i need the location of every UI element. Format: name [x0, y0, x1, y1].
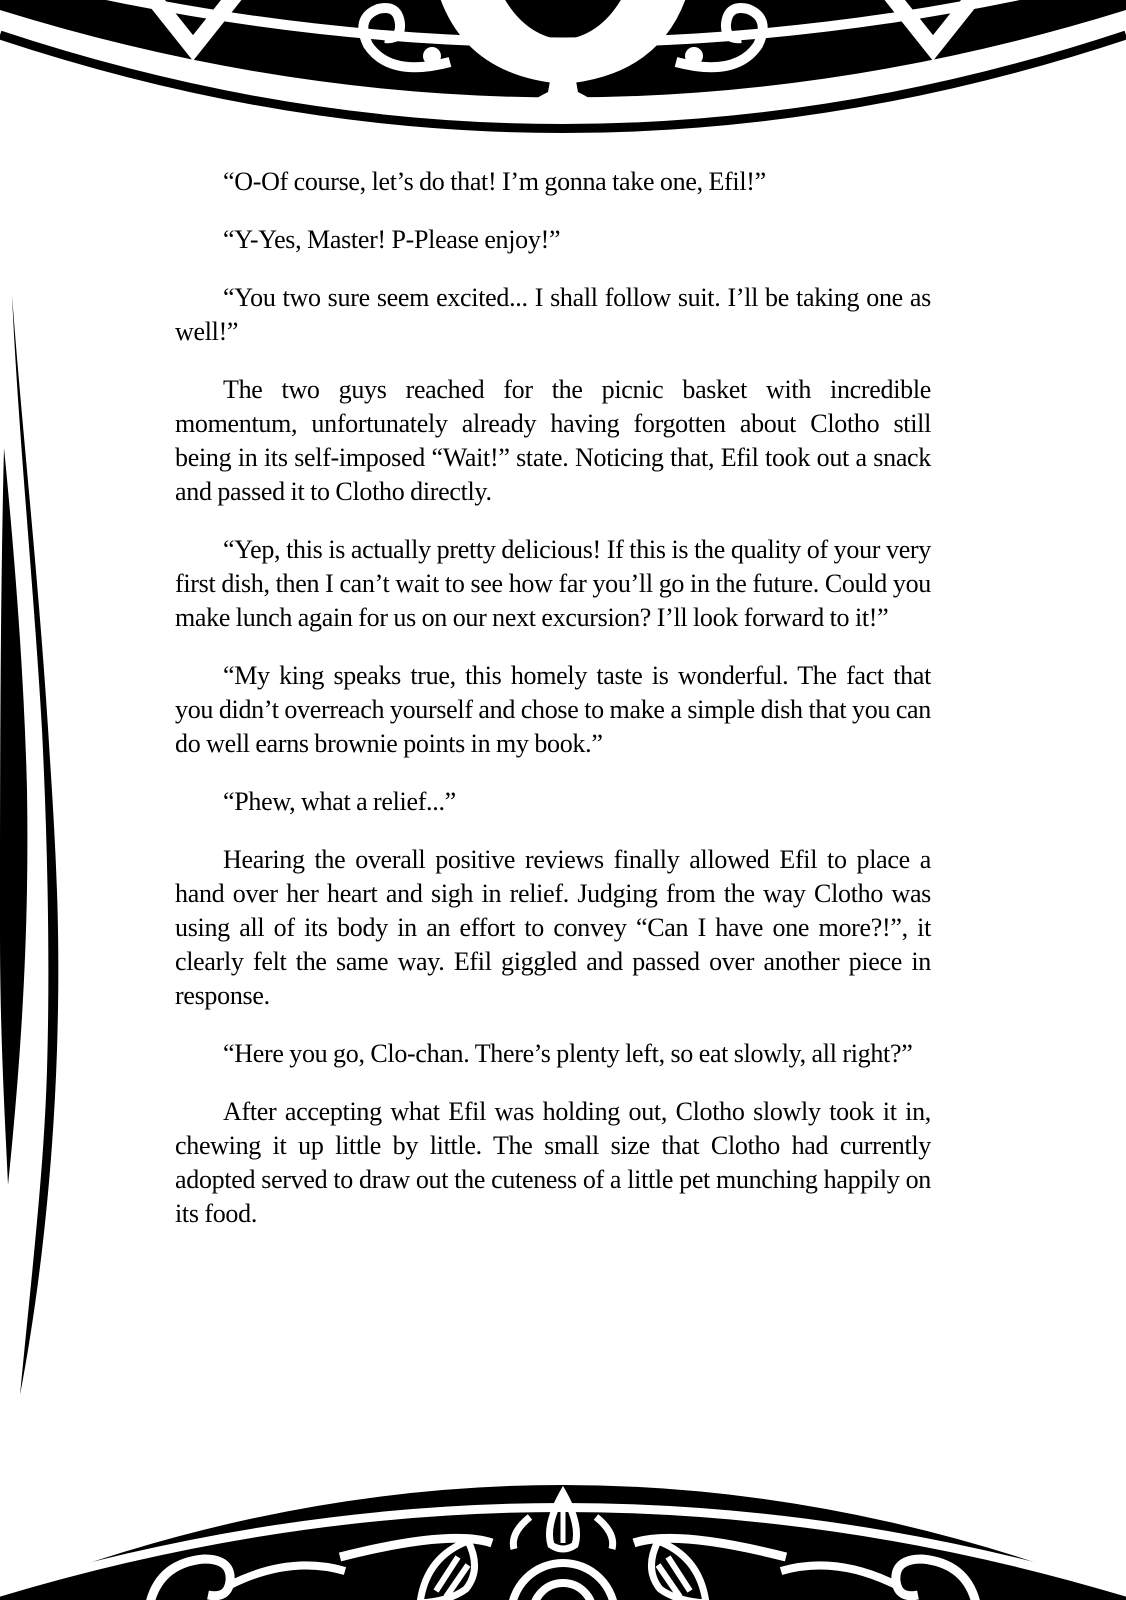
- paragraph-dialogue-3: “You two sure seem excited... I shall follow suit. I’ll be taking one as well!”: [175, 283, 931, 346]
- paragraph-dialogue-7: “Here you go, Clo-chan. There’s plenty left, so eat slowly, all right?”: [223, 1039, 913, 1068]
- top-ornament-banner: [0, 0, 1126, 145]
- chevron-ornament-icon: [890, 0, 976, 48]
- paragraph-dialogue-4: “Yep, this is actually pretty delicious! If this is the quality of your very first dish, then I can’t wait to see how far you’ll go in the future. Could you make lunch again for us on our next excursion? I’ll look forward to it!”: [175, 535, 931, 632]
- central-palmette-icon: [440, 0, 686, 104]
- scroll-spiral-icon: [363, 8, 450, 67]
- paragraph-dialogue-1: “O-Of course, let’s do that! I’m gonna take one, Efil!”: [223, 167, 766, 196]
- chevron-ornament-icon: [150, 0, 236, 48]
- leaf-ornament-icon: [651, 1541, 706, 1600]
- scroll-spiral-icon: [781, 1559, 976, 1600]
- paragraph-narration-1: The two guys reached for the picnic basket with incredible momentum, unfortunately already having forgotten about Clotho still being in its self-imposed “Wait!” state. Noticing that, Efil took out a snack and passed it to Clotho directly.: [175, 375, 931, 506]
- paragraph-narration-2: Hearing the overall positive reviews finally allowed Efil to place a hand over her heart and sigh in relief. Judging from the way Clotho was using all of its body in an effort to convey “Can I have one more?!”, it clearly felt the same way. Efil giggled and passed over another piece in response.: [175, 845, 931, 1010]
- paragraph-narration-3: After accepting what Efil was holding out, Clotho slowly took it in, chewing it up little by little. The small size that Clotho had currently adopted served to draw out the cuteness of a little pet munching happily on its food.: [175, 1097, 931, 1228]
- bottom-ornament-banner: [0, 1445, 1126, 1600]
- paragraph-dialogue-6: “Phew, what a relief...”: [223, 787, 456, 816]
- leaf-ornament-icon: [420, 1541, 475, 1600]
- paragraph-dialogue-5: “My king speaks true, this homely taste is wonderful. The fact that you didn’t overreach yourself and chose to make a simple dish that you can do well earns brownie points in my book.”: [175, 661, 931, 758]
- page-text: [175, 165, 931, 1255]
- paragraph-dialogue-2: “Y-Yes, Master! P-Please enjoy!”: [223, 225, 561, 254]
- central-crown-icon: [340, 1493, 786, 1600]
- scroll-spiral-icon: [676, 8, 763, 67]
- scroll-spiral-icon: [150, 1559, 345, 1600]
- left-brush-stroke-decoration: [0, 290, 70, 1405]
